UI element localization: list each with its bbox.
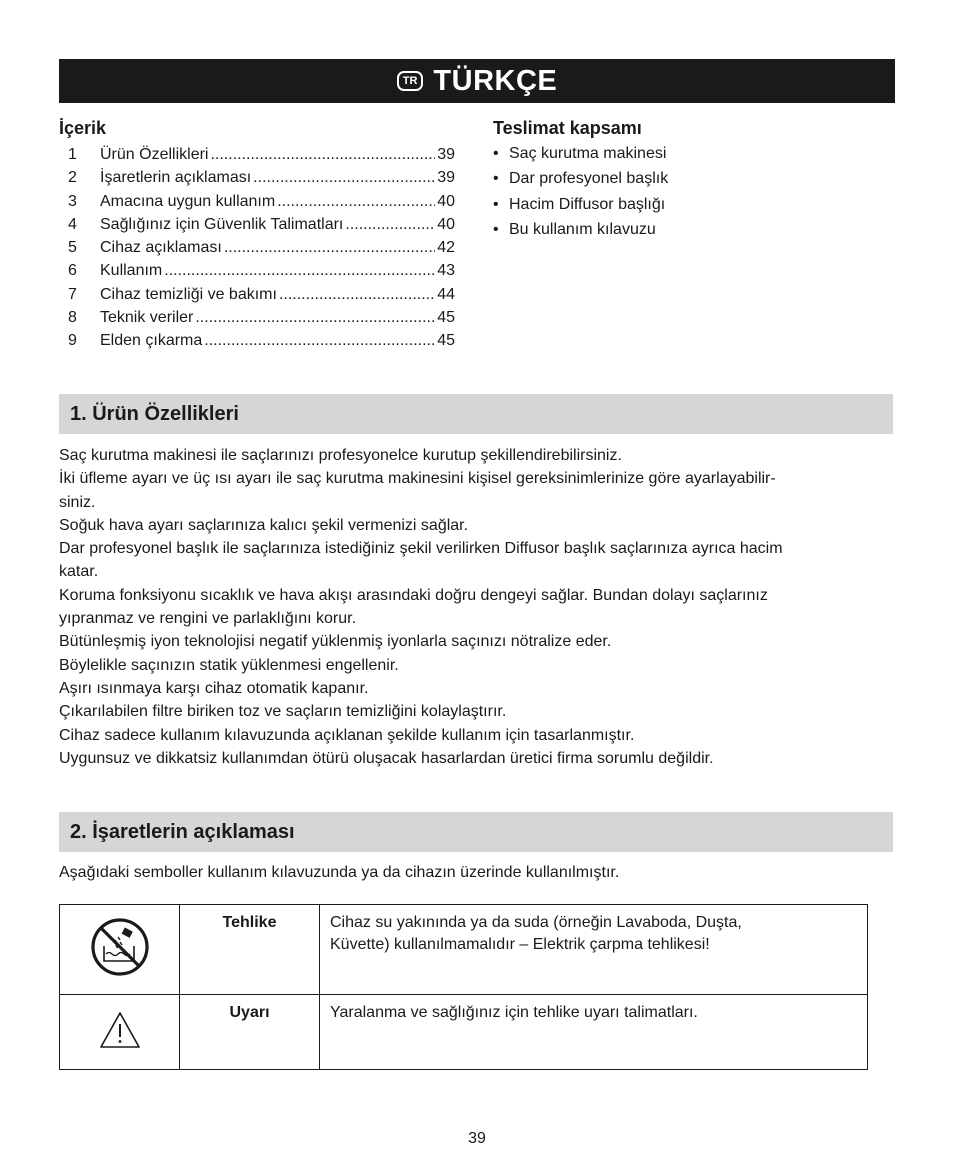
toc-item[interactable] [59,286,455,309]
text-line: Cihaz sadece kullanım kılavuzunda açıklanan şekilde kullanım için tasarlanmıştır. [59,726,635,744]
delivery-item-text: Dar profesyonel başlık [509,170,669,188]
toc-leader [204,332,435,350]
toc-leader [279,286,435,304]
text-line: Saç kurutma makinesi ile saçlarınızı profesyonelce kurutup şekillendirebilirsiniz. [59,447,622,464]
text-line: katar. [59,563,99,581]
delivery-item-text: Hacim Diffusor başlığı [509,195,666,213]
text-line: Aşırı ısınmaya karşı cihaz otomatik kapanır. [59,679,369,697]
language-title-bar [59,59,895,103]
symbol-description [320,995,868,1070]
toc-label: Elden çıkarma [100,332,203,350]
toc-item[interactable] [59,309,455,332]
toc-label: Cihaz temizliği ve bakımı [100,285,277,303]
toc-leader [345,216,435,234]
table-of-contents [59,118,455,356]
symbol-icon-cell [60,905,180,995]
toc-page: 40 [437,192,455,210]
text-line: Uygunsuz ve dikkatsiz kullanımdan ötürü oluşacak hasarlardan üretici firma sorumlu değildir. [59,749,714,767]
list-item [493,221,893,246]
text-line: yıpranmaz ve rengini ve parlaklığını korur. [59,610,357,628]
text-line: Cihaz su yakınında ya da suda (örneğin Lavaboda, Duşta, [330,914,742,931]
toc-item[interactable] [59,262,455,285]
bullet-icon: • [493,145,499,162]
symbol-description [320,905,868,995]
list-item [493,170,893,195]
delivery-list [493,145,893,246]
section-heading-symbols: 2. İşaretlerin açıklaması [59,812,893,852]
text-line: Böylelikle saçınızın statik yüklenmesi engellenir. [59,656,399,674]
table-row [60,995,868,1070]
toc-leader [195,309,435,327]
toc-page: 42 [437,239,455,257]
toc-item[interactable] [59,239,455,262]
text-line: İki üfleme ayarı ve üç ısı ayarı ile saç kurutma makinesini kişisel gereksinimlerinize göre ayarlayabilir- [59,470,776,488]
delivery-contents [493,118,893,246]
toc-leader [277,193,435,211]
toc-page: 39 [437,169,455,187]
delivery-item-text: Bu kullanım kılavuzu [509,220,656,238]
toc-number: 8 [68,309,77,327]
toc-number: 4 [68,215,77,233]
list-item [493,196,893,221]
symbol-label-warning: Uyarı [180,995,320,1070]
list-item [493,145,893,170]
section-heading-features: 1. Ürün Özellikleri [59,394,893,434]
toc-page: 39 [437,146,455,163]
text-line: Çıkarılabilen filtre biriken toz ve saçların temizliğini kolaylaştırır. [59,703,507,721]
text-line: Bütünleşmiş iyon teknolojisi negatif yüklenmiş iyonlarla saçınızı nötralize eder. [59,633,612,651]
toc-item[interactable] [59,216,455,239]
toc-page: 45 [437,332,455,350]
text-line: Dar profesyonel başlık ile saçlarınıza istediğiniz şekil verilirken Diffusor başlık saçlarınıza ayrıca hacim [59,540,783,558]
toc-label: Teknik veriler [100,309,194,327]
toc-page: 44 [437,285,455,303]
toc-leader [210,146,435,164]
page-number: 39 [468,1130,486,1147]
symbols-intro [59,861,899,884]
toc-number: 3 [68,192,77,210]
toc-label: İşaretlerin açıklaması [100,169,252,187]
symbol-icon-cell [60,995,180,1070]
warning-triangle-icon [98,1010,142,1050]
toc-number: 2 [68,169,77,187]
toc-number: 6 [68,262,77,280]
toc-number: 1 [68,146,77,163]
toc-page: 43 [437,262,455,280]
toc-label: Amacına uygun kullanım [100,192,276,210]
toc-page: 40 [437,215,455,233]
toc-heading: İçerik [59,118,107,138]
symbol-label-danger: Tehlike [180,905,320,995]
toc-leader [224,239,435,257]
toc-list [59,146,455,356]
features-text [59,444,899,770]
toc-label: Kullanım [100,262,163,280]
bullet-icon: • [493,195,499,213]
text-line: Soğuk hava ayarı saçlarınıza kalıcı şekil vermenizi sağlar. [59,516,469,534]
no-water-icon [88,915,152,979]
toc-number: 5 [68,239,77,257]
delivery-item-text: Saç kurutma makinesi [509,145,667,162]
toc-leader [253,169,435,187]
text-line: Küvette) kullanılmamalıdır – Elektrik çarpma tehlikesi! [330,936,710,953]
bullet-icon: • [493,220,499,238]
text-line: siniz. [59,493,96,511]
tr-badge: TR [397,71,424,91]
text-line: Aşağıdaki semboller kullanım kılavuzunda ya da cihazın üzerinde kullanılmıştır. [59,864,620,881]
toc-item[interactable] [59,193,455,216]
toc-number: 7 [68,285,77,303]
toc-label: Cihaz açıklaması [100,239,222,257]
toc-label: Ürün Özellikleri [100,146,209,163]
text-line: Koruma fonksiyonu sıcaklık ve hava akışı arasındaki doğru dengeyi sağlar. Bundan dolayı saçlarınız [59,586,768,604]
toc-item[interactable] [59,146,455,169]
bullet-icon: • [493,170,499,188]
delivery-heading: Teslimat kapsamı [493,118,642,138]
text-line: Yaralanma ve sağlığınız için tehlike uyarı talimatları. [330,1004,698,1021]
toc-item[interactable] [59,332,455,355]
toc-leader [164,262,435,280]
toc-page: 45 [437,309,455,327]
table-row [60,905,868,995]
page-title: TÜRKÇE [433,64,558,97]
toc-label: Sağlığınız için Güvenlik Talimatları [100,215,344,233]
toc-number: 9 [68,332,77,350]
symbols-table [59,904,868,1070]
toc-item[interactable] [59,169,455,192]
